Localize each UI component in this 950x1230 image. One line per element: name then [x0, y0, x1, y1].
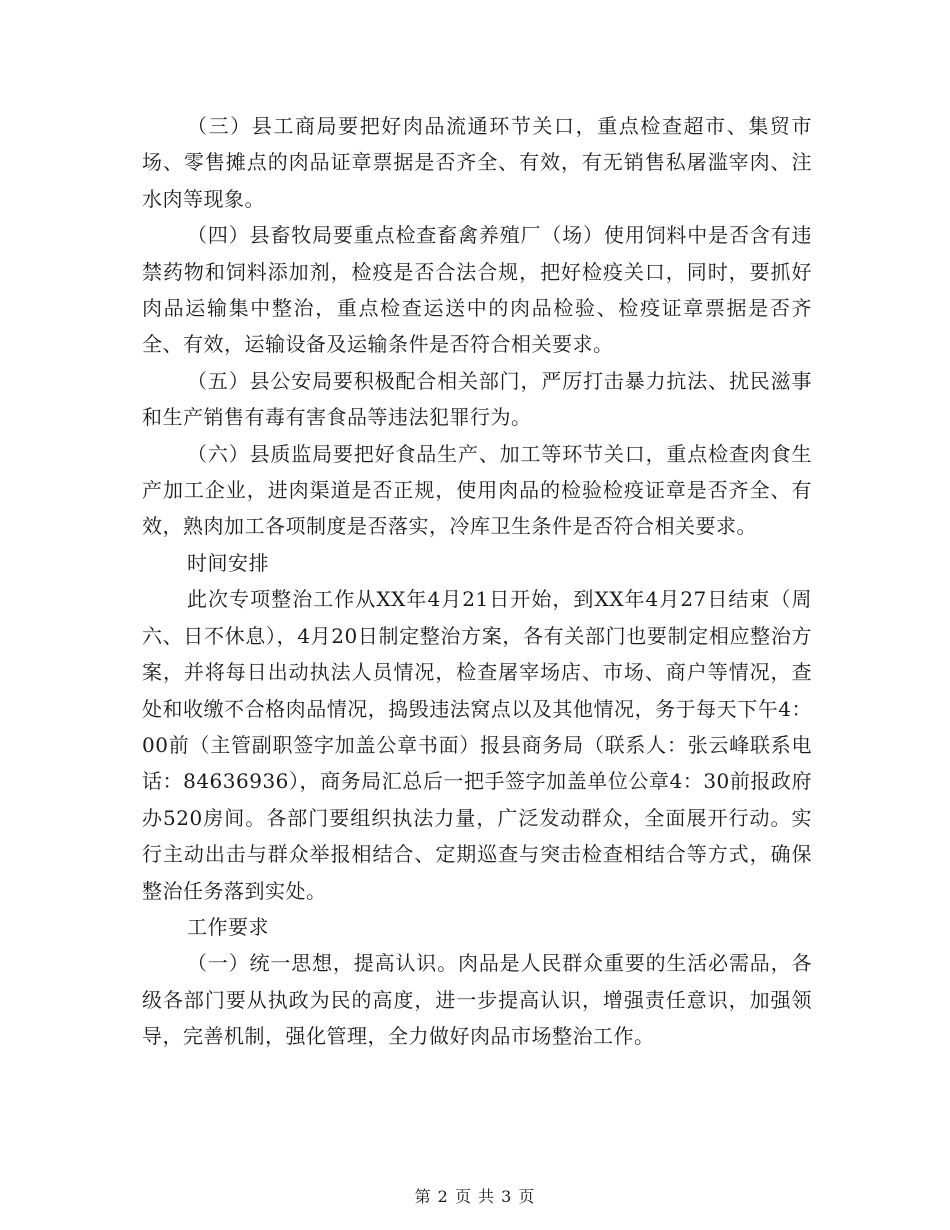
paragraph-requirements-1: （一）统一思想，提高认识。肉品是人民群众重要的生活必需品，各级各部门要从执政为民的高度，进一步提高认识，增强责任意识，加强领导，完善机制，强化管理，全力做好肉品市场整治工作。: [142, 951, 812, 1049]
document-body: [142, 108, 812, 1055]
paragraph-6: （六）县质监局要把好食品生产、加工等环节关口，重点检查肉食生产加工企业，进肉渠道是否正规，使用肉品的检验检疫证章是否齐全、有效，熟肉加工各项制度是否落实，冷库卫生条件是否符合相关要求。: [142, 441, 812, 539]
paragraph-5: （五）县公安局要积极配合相关部门，严厉打击暴力抗法、扰民滋事和生产销售有毒有害食品等违法犯罪行为。: [142, 368, 812, 430]
paragraph-4: （四）县畜牧局要重点检查畜禽养殖厂（场）使用饲料中是否含有违禁药物和饲料添加剂，检疫是否合法合规，把好检疫关口，同时，要抓好肉品运输集中整治，重点检查运送中的肉品检验、检疫证章票据是否齐全、有效，运输设备及运输条件是否符合相关要求。: [142, 223, 812, 357]
section-heading-time: 时间安排: [187, 550, 269, 575]
page-number-footer: 第 2 页 共 3 页: [414, 1187, 536, 1206]
paragraph-3: （三）县工商局要把好肉品流通环节关口，重点检查超市、集贸市场、零售摊点的肉品证章票据是否齐全、有效，有无销售私屠滥宰肉、注水肉等现象。: [142, 114, 812, 211]
section-heading-requirements: 工作要求: [187, 914, 269, 939]
paragraph-time: 此次专项整治工作从XX年4月21日开始，到XX年4月27日结束（周六、日不休息），4月20日制定整治方案，各有关部门也要制定相应整治方案，并将每日出动执法人员情况，检查屠宰场店、市场、商户等情况，查处和收缴不合格肉品情况，捣毁违法窝点以及其他情况，务于每天下午4：00前（主管副职签字加盖公章书面）报县商务局（联系人：张云峰联系电话：84636936），商务局汇总后一把手签字加盖单位公章4：30前报政府办520房间。各部门要组织执法力量，广泛发动群众，全面展开行动。实行主动出击与群众举报相结合、定期巡查与突击检查相结合等方式，确保整治任务落到实处。: [142, 587, 812, 903]
